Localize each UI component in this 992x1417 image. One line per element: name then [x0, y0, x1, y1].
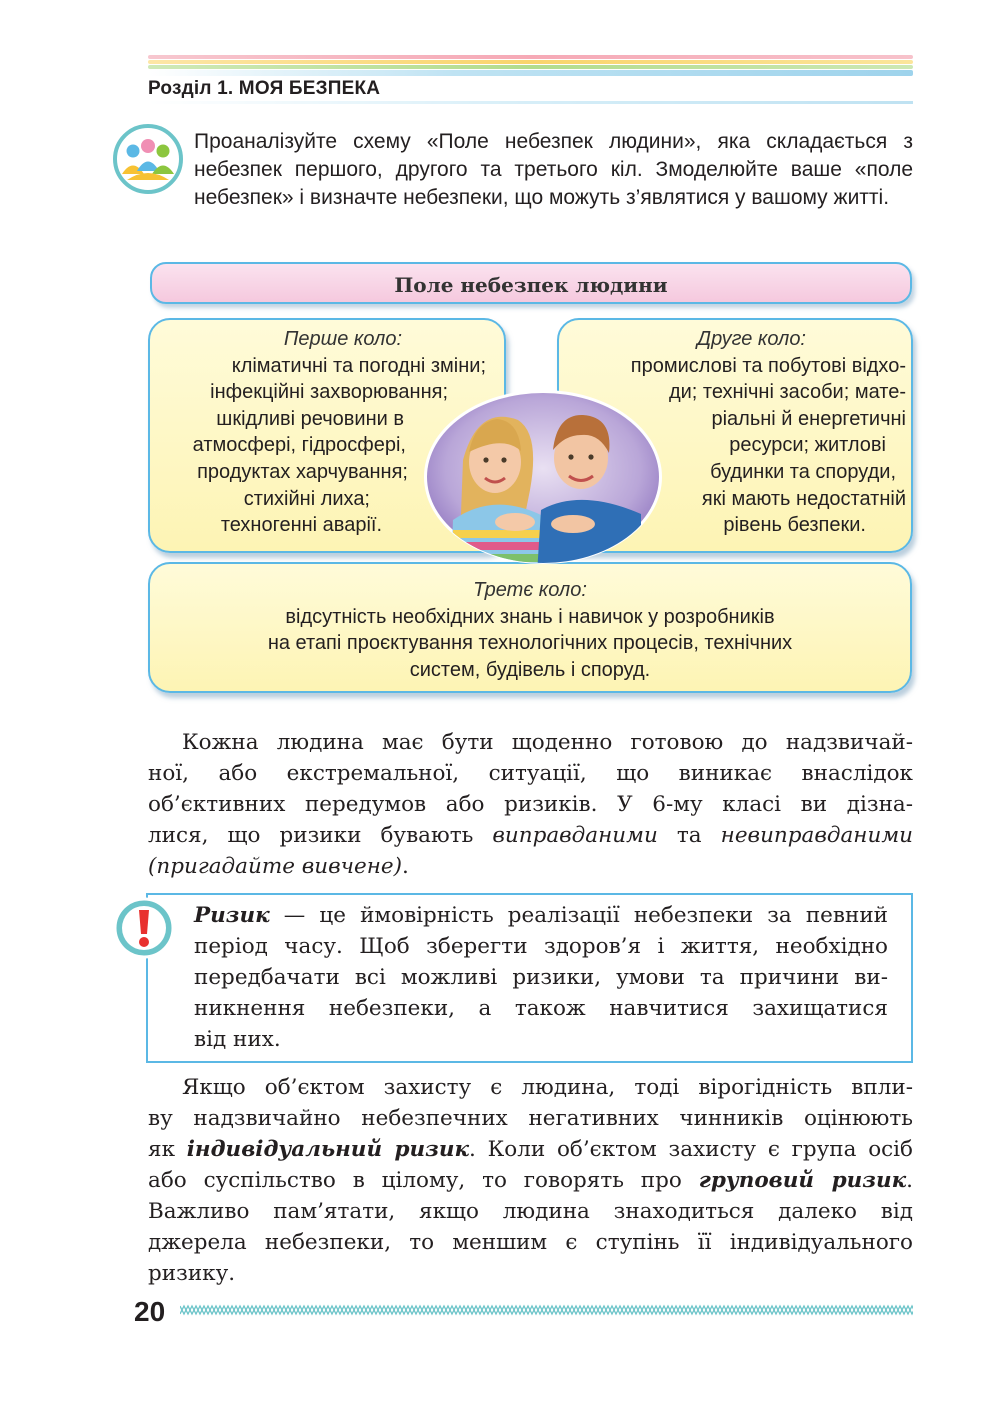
second-circle-line: які мають недостатній — [701, 487, 906, 510]
text-line: період часу. Щоб зберегти здоров’я і життя, необхідно — [194, 934, 888, 959]
first-circle-line: кліматичні та погодні зміни; — [231, 354, 486, 377]
text-line: (пригадайте вивчене). — [148, 854, 409, 879]
second-circle-line: ди; технічні засоби; мате- — [668, 381, 906, 404]
diagram-title: Поле небезпек людини — [394, 273, 668, 297]
second-circle-line: ріальні й енергетичні — [711, 407, 906, 430]
definition-text — [194, 900, 888, 1055]
group-work-icon — [113, 124, 183, 194]
second-circle-line: промислові та побутові відхо- — [630, 354, 906, 377]
text-line: передбачати всі можливі ризики, умови та причини ви- — [194, 965, 888, 990]
text-line: або суспільство в цілому, то говорять про груповий ризик. — [148, 1168, 913, 1193]
paragraph-risk-intro — [148, 727, 913, 882]
first-circle-line: продуктах харчування; — [197, 460, 408, 483]
text-line: Якщо об’єктом захисту є людина, тоді вірогідність впли- — [182, 1075, 913, 1100]
first-circle-line: атмосфері, гідросфері, — [192, 434, 406, 457]
second-circle-header: Друге коло: — [697, 328, 806, 350]
third-circle-header: Третє коло: — [473, 579, 587, 601]
text-line: лися, що ризики бувають виправданими та невиправданими — [148, 823, 913, 848]
page-number: 20 — [134, 1296, 166, 1327]
first-circle-line: техногенні аварії. — [220, 514, 382, 537]
exclamation-icon — [112, 896, 176, 960]
section-title: Розділ 1. МОЯ БЕЗПЕКА — [148, 78, 381, 99]
second-circle-line: будинки та споруди, — [710, 460, 896, 483]
text-line: від них. — [194, 1027, 281, 1052]
diagram-title-box — [150, 262, 912, 304]
first-circle-line: інфекційні захворювання; — [210, 381, 448, 404]
term-individual-risk: індивідуальний ризик — [186, 1137, 470, 1162]
children-photo — [423, 390, 663, 565]
paragraph-risk-types — [148, 1072, 913, 1289]
second-circle-line: ресурси; житлові — [729, 434, 886, 457]
footer-zigzag-line — [180, 1303, 913, 1317]
third-circle-line: відсутність необхідних знань і навичок у розробників — [285, 605, 775, 628]
text-line: ризику. — [148, 1261, 236, 1286]
first-circle-header: Перше коло: — [283, 328, 402, 350]
task-text: Проаналізуйте схему «Поле небезпек людини», яка складається з небезпек першого, другого та третього кіл. Змоделюйте ваше «поле небезпек» і визначте небезпеки, що можуть з’являтися у вашому житті. — [194, 130, 913, 209]
text-line: Важливо пам’ятати, якщо людина знаходиться далеко від — [148, 1199, 913, 1224]
first-circle-line: шкідливі речовини в — [216, 407, 404, 430]
text-line: Кожна людина має бути щоденно готовою до надзвичай- — [182, 730, 913, 755]
text-line: ної, або екстремальної, ситуації, що виникає внаслідок — [148, 761, 913, 786]
text-line: як індивідуальний ризик. Коли об’єктом захисту є група осіб — [148, 1137, 913, 1162]
text-line: Ризик — це ймовірність реалізації небезпеки за певний — [194, 903, 888, 928]
text-line: никнення небезпеки, а також навчитися захищатися — [194, 996, 888, 1021]
third-circle-line: систем, будівель і споруд. — [409, 658, 651, 681]
text-line: джерела небезпеки, то меншим є ступінь її індивідуального — [148, 1230, 913, 1255]
first-circle-line: стихійні лиха; — [243, 487, 370, 510]
first-circle-text — [0, 326, 486, 539]
text-line: об’єктивних передумов або ризиків. У 6-му класі ви дізна- — [148, 792, 913, 817]
term-group-risk: груповий ризик — [698, 1168, 907, 1193]
text-line: ву надзвичайно небезпечних негативних чинників оцінюють — [148, 1106, 913, 1131]
second-circle-line: рівень безпеки. — [723, 514, 866, 537]
third-circle-text — [148, 577, 912, 683]
term-risk: Ризик — [194, 903, 270, 928]
third-circle-line: на етапі проєктування технологічних процесів, технічних — [267, 632, 793, 655]
section-underline — [148, 101, 913, 104]
